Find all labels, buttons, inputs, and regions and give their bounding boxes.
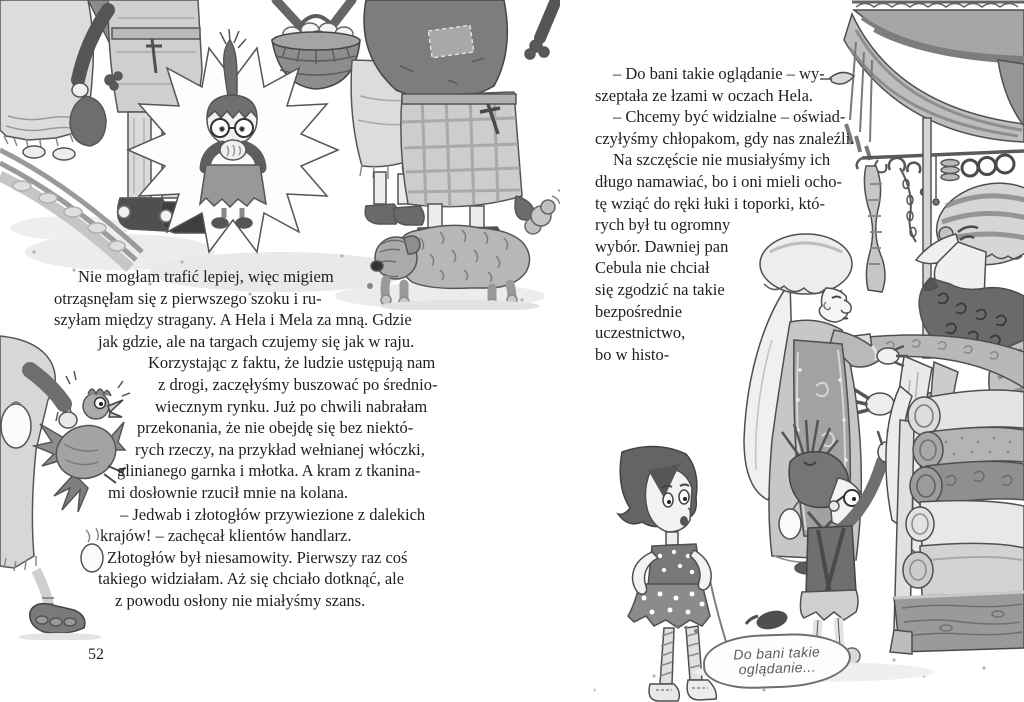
bubble-tail-dot (676, 625, 679, 628)
text-line: Cebula nie chciał (595, 258, 710, 278)
speech-bubble-line: oglądanie... (738, 658, 817, 678)
text-line: długo namawiać, bo i oni mieli ocho- (595, 171, 842, 191)
bubble-tail-dot (694, 629, 699, 633)
text-line: tę wziąć do ręki łuki i toporki, któ- (595, 193, 826, 213)
text-line: szyłam między stragany. A Hela i Mela za mną. Gdzie (54, 310, 412, 330)
text-line: wybór. Dawniej pan (595, 236, 729, 256)
text-line: z powodu osłony nie miałyśmy szans. (115, 590, 366, 610)
text-line: glinianego garnka i młotka. A kram z tkanina- (117, 461, 421, 481)
girl-polka-dress (618, 446, 716, 701)
text-line: bezpośrednie (595, 301, 683, 321)
right-page (512, 0, 1024, 702)
text-line: otrząsnęłam się z pierwszego szoku i ru- (54, 288, 322, 308)
text-line: z drogi, zaczęłyśmy buszować po średnio- (158, 374, 438, 394)
page-number: 52 (88, 646, 104, 663)
text-line: takiego widziałam. Aż się chciało dotknąć, ale (98, 569, 405, 589)
text-line: – Do bani takie oglądanie – wy- (613, 64, 825, 83)
right-page-text (595, 63, 885, 365)
text-line: szeptała ze łzami w oczach Hela. (595, 85, 814, 105)
text-line: Złotogłów był niesamowity. Pierwszy raz coś (107, 547, 408, 567)
text-line: krajów! – zachęcał klientów handlarz. (100, 526, 352, 546)
text-line: Na szczęście nie musiałyśmy ich (613, 150, 831, 170)
text-line: bo w histo- (595, 344, 670, 364)
text-line: wiecznym rynku. Już po chwili nabrałam (155, 396, 428, 416)
speech-bubble-line: Do bani takie (732, 643, 821, 663)
text-line: się zgodzić na takie (595, 279, 725, 299)
text-line: Korzystając z faktu, że ludzie ustępują nam (148, 353, 436, 373)
left-page-text (54, 266, 442, 612)
text-line: jak gdzie, ale na targach czujemy się jak w raju. (98, 331, 415, 351)
text-line: – Chcemy być widzialne – oświad- (613, 107, 846, 127)
dropped-glove (756, 609, 789, 632)
text-line: – Jedwab i złotogłów przywiezione z dalekich (120, 504, 426, 524)
text-line: rych był tu ogromny (595, 215, 731, 235)
text-line: mi dosłownie rzucił mnie na kolana. (108, 482, 349, 502)
text-line: uczestnictwo, (595, 323, 686, 343)
text-line: rych rzeczy, na przykład wełnianej włóczki, (135, 439, 425, 459)
bubble-tail-dot (684, 626, 688, 629)
market-crowd-illustration (0, 0, 560, 310)
fabric-bolts (886, 386, 1024, 654)
text-line: Nie mogłam trafić lepiej, więc migiem (78, 267, 334, 286)
text-line: czyłyśmy chłopakom, gdy nas znaleźli. (595, 128, 855, 148)
text-line: przekonania, że nie obejdę się bez niektó- (137, 418, 414, 438)
